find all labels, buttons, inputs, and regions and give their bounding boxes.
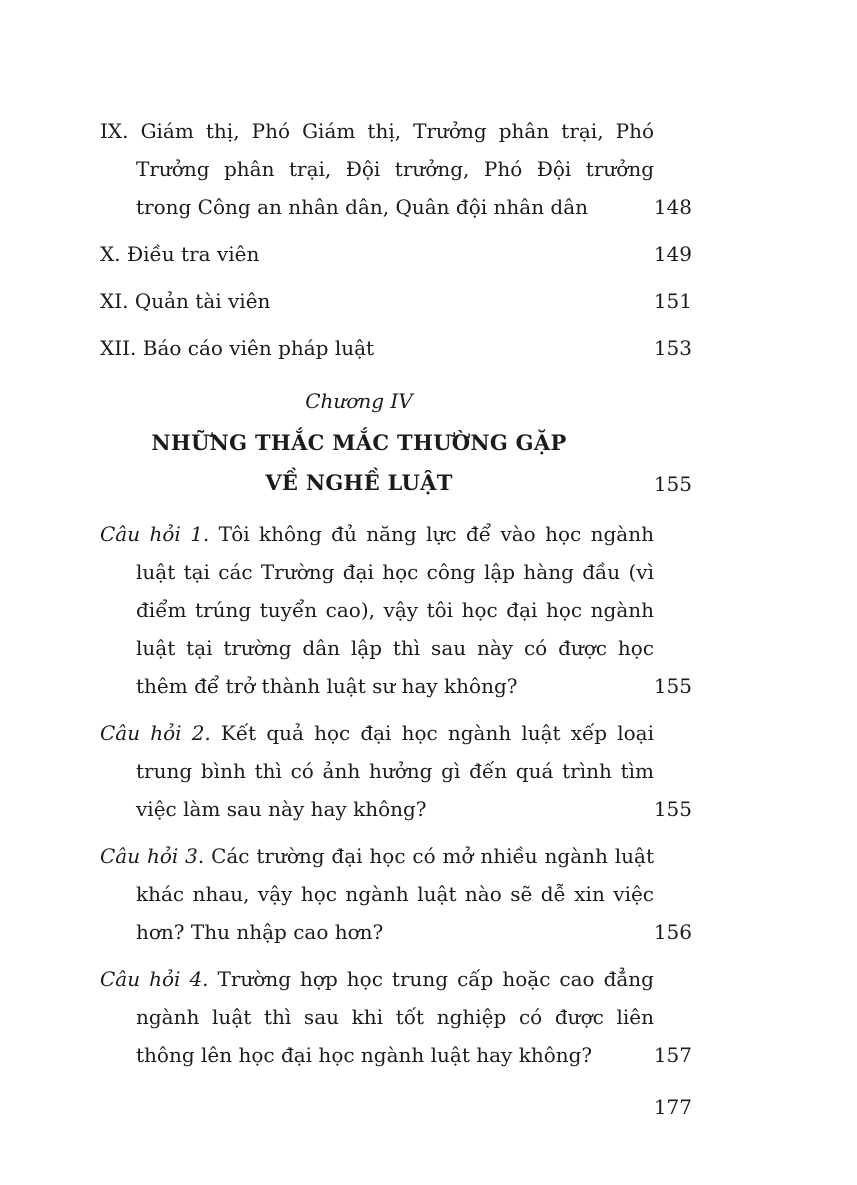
toc-page-number: 155: [653, 797, 692, 821]
toc-entry: [100, 329, 692, 367]
toc-entry: [100, 282, 692, 320]
question-label: Câu hỏi 4.: [100, 967, 209, 991]
toc-entry: [100, 235, 692, 273]
toc-page-number: 157: [653, 1043, 692, 1067]
toc-entry-text: [100, 960, 654, 1074]
table-of-contents: [100, 112, 692, 1126]
page-number-footer: 177: [653, 1095, 692, 1119]
question-label: Câu hỏi 2.: [100, 721, 211, 745]
chapter-label: Chương IV: [305, 389, 413, 413]
toc-page-number: 149: [653, 242, 692, 266]
toc-entry-text: X. Điều tra viên: [100, 242, 260, 266]
question-text: Kết quả học đại học ngành luật xếp loại trung bình thì có ảnh hưởng gì đến quá trình tìm việc làm sau này hay không?: [136, 721, 654, 821]
toc-page-number: 155: [653, 674, 692, 698]
question-text: Các trường đại học có mở nhiều ngành luật khác nhau, vậy học ngành luật nào sẽ dễ xin việc hơn? Thu nhập cao hơn?: [136, 844, 654, 944]
toc-entry-question: [100, 960, 692, 1074]
toc-entry-text: IX. Giám thị, Phó Giám thị, Trưởng phân trại, Phó Trưởng phân trại, Đội trưởng, Phó Đội trưởng trong Công an nhân dân, Quân đội nhân dân: [100, 119, 654, 219]
toc-entry-text: XII. Báo cáo viên pháp luật: [100, 336, 375, 360]
question-label: Câu hỏi 1.: [100, 522, 210, 546]
chapter-title-line2: VỀ NGHỀ LUẬT: [265, 470, 453, 495]
question-label: Câu hỏi 3.: [100, 844, 205, 868]
question-text: Trường hợp học trung cấp hoặc cao đẳng ngành luật thì sau khi tốt nghiệp có được liên thông lên học đại học ngành luật hay không?: [136, 967, 654, 1067]
chapter-title-line1: NHỮNG THẮC MẮC THƯỜNG GẶP: [151, 430, 567, 455]
question-text: Tôi không đủ năng lực để vào học ngành luật tại các Trường đại học công lập hàng đầu (vì điểm trúng tuyển cao), vậy tôi học đại học ngành luật tại trường dân lập thì sau này có được học thêm để trở thành luật sư hay không?: [136, 522, 654, 698]
toc-page-number: 151: [653, 289, 692, 313]
toc-entry-question: [100, 714, 692, 828]
toc-page-number: 153: [653, 336, 692, 360]
toc-entry-question: [100, 837, 692, 951]
toc-entry-text: [100, 837, 654, 951]
toc-entry: [100, 112, 692, 226]
toc-page-number: 148: [653, 195, 692, 219]
toc-chapter-heading: [100, 381, 692, 503]
toc-entry-text: [100, 714, 654, 828]
toc-entry-text: [100, 515, 654, 705]
toc-page-number: 156: [653, 920, 692, 944]
toc-entry-question: [100, 515, 692, 705]
toc-page-number: 155: [653, 472, 692, 496]
toc-entry-text: XI. Quản tài viên: [100, 289, 271, 313]
